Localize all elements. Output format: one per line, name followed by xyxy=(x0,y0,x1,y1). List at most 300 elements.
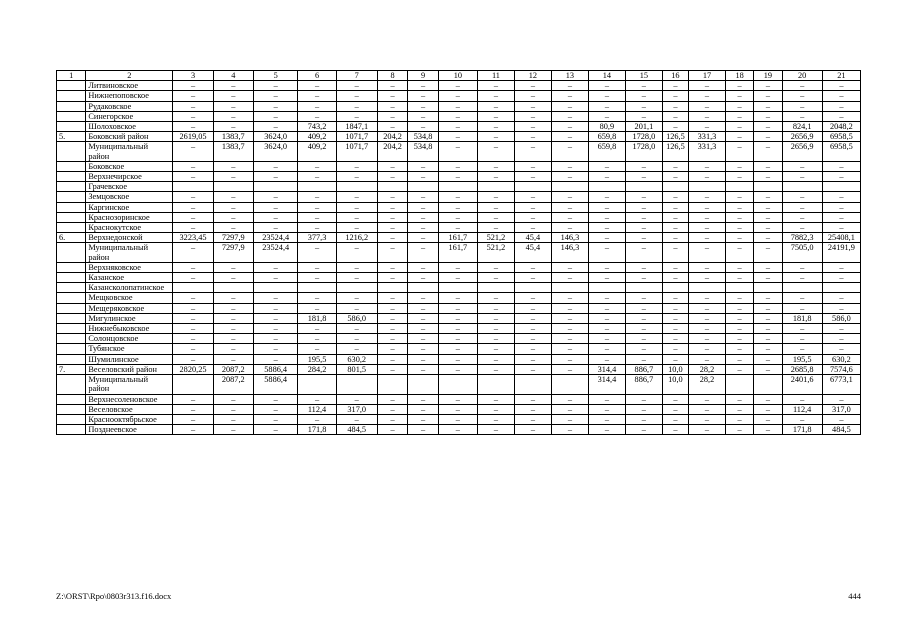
table-row xyxy=(57,111,861,121)
value-cell: – xyxy=(822,161,860,171)
value-cell: – xyxy=(514,111,551,121)
value-cell: – xyxy=(298,223,336,233)
value-cell: – xyxy=(514,91,551,101)
value-cell: – xyxy=(588,172,625,182)
row-index-cell xyxy=(57,81,86,91)
value-cell: – xyxy=(588,243,625,262)
value-cell: – xyxy=(438,344,477,354)
value-cell: – xyxy=(438,334,477,344)
value-cell: – xyxy=(408,303,438,313)
row-index-cell xyxy=(57,223,86,233)
value-cell xyxy=(514,182,551,192)
value-cell: – xyxy=(438,91,477,101)
value-cell: – xyxy=(725,334,753,344)
table-row xyxy=(57,404,861,414)
value-cell: – xyxy=(477,192,514,202)
value-cell: – xyxy=(662,172,688,182)
value-cell: – xyxy=(408,192,438,202)
value-cell: – xyxy=(822,111,860,121)
value-cell: – xyxy=(514,202,551,212)
value-cell: – xyxy=(725,202,753,212)
value-cell: – xyxy=(514,303,551,313)
row-index-cell xyxy=(57,273,86,283)
table-row xyxy=(57,293,861,303)
value-cell: – xyxy=(477,91,514,101)
column-number: 2 xyxy=(86,71,173,81)
table-row xyxy=(57,324,861,334)
value-cell: – xyxy=(377,243,407,262)
value-cell: – xyxy=(477,161,514,171)
value-cell: 886,7 xyxy=(625,364,662,374)
value-cell: – xyxy=(408,354,438,364)
value-cell xyxy=(625,283,662,293)
value-cell: 146,3 xyxy=(551,243,588,262)
value-cell: – xyxy=(477,212,514,222)
value-cell: – xyxy=(688,354,725,364)
column-number: 11 xyxy=(477,71,514,81)
value-cell: – xyxy=(408,202,438,212)
column-number: 8 xyxy=(377,71,407,81)
row-index-cell xyxy=(57,313,86,323)
value-cell: – xyxy=(477,122,514,132)
value-cell: – xyxy=(377,223,407,233)
value-cell: – xyxy=(438,202,477,212)
value-cell: – xyxy=(336,273,377,283)
value-cell: – xyxy=(662,334,688,344)
row-index-cell xyxy=(57,212,86,222)
column-number: 21 xyxy=(822,71,860,81)
value-cell: – xyxy=(625,425,662,435)
value-cell: – xyxy=(514,122,551,132)
value-cell: – xyxy=(173,313,213,323)
value-cell: – xyxy=(173,324,213,334)
value-cell: – xyxy=(725,111,753,121)
value-cell: – xyxy=(514,414,551,424)
value-cell: 331,3 xyxy=(688,132,725,142)
value-cell: – xyxy=(625,81,662,91)
value-cell: – xyxy=(173,81,213,91)
value-cell: – xyxy=(438,364,477,374)
value-cell: – xyxy=(253,334,298,344)
value-cell: 801,5 xyxy=(336,364,377,374)
value-cell: – xyxy=(551,303,588,313)
table-row xyxy=(57,344,861,354)
value-cell: 7882,3 xyxy=(782,233,822,243)
value-cell: – xyxy=(477,404,514,414)
value-cell: 7297,9 xyxy=(213,243,253,262)
value-cell: – xyxy=(213,414,253,424)
value-cell: – xyxy=(253,122,298,132)
value-cell: – xyxy=(625,202,662,212)
value-cell: – xyxy=(725,161,753,171)
value-cell: 2087,2 xyxy=(213,364,253,374)
value-cell: – xyxy=(213,334,253,344)
row-index-cell xyxy=(57,344,86,354)
value-cell: – xyxy=(408,273,438,283)
table-row xyxy=(57,142,861,161)
value-cell: 195,5 xyxy=(298,354,336,364)
value-cell: – xyxy=(514,223,551,233)
value-cell: 2820,25 xyxy=(173,364,213,374)
value-cell: 2685,8 xyxy=(782,364,822,374)
value-cell xyxy=(173,375,213,394)
value-cell: – xyxy=(822,293,860,303)
value-cell xyxy=(551,375,588,394)
value-cell: – xyxy=(754,161,782,171)
value-cell: – xyxy=(173,91,213,101)
value-cell: – xyxy=(551,344,588,354)
table-row xyxy=(57,161,861,171)
value-cell: – xyxy=(822,172,860,182)
value-cell: – xyxy=(336,334,377,344)
table-row xyxy=(57,313,861,323)
table-row xyxy=(57,283,861,293)
value-cell: – xyxy=(782,262,822,272)
value-cell: – xyxy=(336,161,377,171)
value-cell: – xyxy=(822,223,860,233)
footer-file-path: Z:\ORST\Rpo\0803r313.f16.docx xyxy=(56,591,172,601)
value-cell: – xyxy=(551,111,588,121)
value-cell: – xyxy=(377,414,407,424)
value-cell: – xyxy=(662,303,688,313)
table-row xyxy=(57,262,861,272)
table-row xyxy=(57,364,861,374)
value-cell: – xyxy=(173,344,213,354)
value-cell: – xyxy=(336,81,377,91)
value-cell: 10,0 xyxy=(662,364,688,374)
row-index-cell: 5. xyxy=(57,132,86,142)
row-index-cell xyxy=(57,262,86,272)
value-cell: – xyxy=(213,172,253,182)
value-cell: – xyxy=(625,243,662,262)
value-cell: – xyxy=(725,172,753,182)
value-cell: 112,4 xyxy=(298,404,336,414)
value-cell: – xyxy=(662,262,688,272)
value-cell xyxy=(377,182,407,192)
value-cell: – xyxy=(662,324,688,334)
value-cell: – xyxy=(477,142,514,161)
value-cell: – xyxy=(298,334,336,344)
value-cell: – xyxy=(662,414,688,424)
value-cell: – xyxy=(408,243,438,262)
value-cell: – xyxy=(514,192,551,202)
value-cell xyxy=(298,283,336,293)
value-cell: – xyxy=(551,364,588,374)
value-cell: 314,4 xyxy=(588,375,625,394)
value-cell: – xyxy=(754,192,782,202)
value-cell: – xyxy=(662,354,688,364)
value-cell: – xyxy=(725,273,753,283)
value-cell: 331,3 xyxy=(688,142,725,161)
value-cell xyxy=(408,375,438,394)
value-cell: – xyxy=(688,293,725,303)
value-cell: 6958,5 xyxy=(822,132,860,142)
value-cell: – xyxy=(754,91,782,101)
value-cell: – xyxy=(588,91,625,101)
value-cell: – xyxy=(688,122,725,132)
value-cell: – xyxy=(477,293,514,303)
row-index-cell xyxy=(57,161,86,171)
value-cell: 181,8 xyxy=(782,313,822,323)
column-number: 17 xyxy=(688,71,725,81)
value-cell: – xyxy=(213,223,253,233)
settlement-name-cell: Мещеряковское xyxy=(86,303,173,313)
value-cell: 7505,0 xyxy=(782,243,822,262)
value-cell: – xyxy=(662,293,688,303)
value-cell: – xyxy=(688,111,725,121)
value-cell: – xyxy=(822,202,860,212)
value-cell: – xyxy=(173,161,213,171)
value-cell: – xyxy=(477,172,514,182)
value-cell: – xyxy=(625,293,662,303)
value-cell: – xyxy=(377,324,407,334)
column-number: 19 xyxy=(754,71,782,81)
value-cell: – xyxy=(213,192,253,202)
value-cell: – xyxy=(336,172,377,182)
settlement-name-cell: Рудаковское xyxy=(86,101,173,111)
value-cell: 80,9 xyxy=(588,122,625,132)
value-cell: – xyxy=(822,212,860,222)
value-cell: – xyxy=(438,394,477,404)
value-cell: – xyxy=(438,142,477,161)
value-cell xyxy=(377,375,407,394)
value-cell: 181,8 xyxy=(298,313,336,323)
value-cell: 7574,6 xyxy=(822,364,860,374)
settlement-name-cell: Синегорское xyxy=(86,111,173,121)
value-cell: – xyxy=(377,425,407,435)
value-cell: – xyxy=(173,293,213,303)
value-cell: – xyxy=(438,132,477,142)
value-cell: – xyxy=(477,132,514,142)
value-cell: – xyxy=(336,243,377,262)
value-cell: – xyxy=(173,273,213,283)
value-cell: – xyxy=(551,212,588,222)
value-cell: – xyxy=(725,101,753,111)
value-cell: 146,3 xyxy=(551,233,588,243)
value-cell: – xyxy=(662,212,688,222)
value-cell: – xyxy=(377,394,407,404)
value-cell: – xyxy=(377,354,407,364)
value-cell: 2619,05 xyxy=(173,132,213,142)
value-cell: – xyxy=(438,324,477,334)
value-cell: 10,0 xyxy=(662,375,688,394)
value-cell: – xyxy=(253,394,298,404)
value-cell: 659,8 xyxy=(588,132,625,142)
value-cell: 317,0 xyxy=(336,404,377,414)
value-cell: – xyxy=(408,334,438,344)
value-cell: – xyxy=(588,202,625,212)
value-cell: – xyxy=(213,273,253,283)
value-cell: – xyxy=(725,81,753,91)
value-cell: – xyxy=(754,293,782,303)
row-index-cell: 6. xyxy=(57,233,86,243)
value-cell xyxy=(213,283,253,293)
value-cell: – xyxy=(754,334,782,344)
settlement-name-cell: Земцовское xyxy=(86,192,173,202)
value-cell: – xyxy=(625,273,662,283)
value-cell: – xyxy=(551,101,588,111)
value-cell: – xyxy=(408,101,438,111)
value-cell: – xyxy=(782,334,822,344)
value-cell: – xyxy=(688,262,725,272)
table-row xyxy=(57,394,861,404)
value-cell: – xyxy=(754,223,782,233)
value-cell: – xyxy=(253,81,298,91)
value-cell: – xyxy=(588,313,625,323)
value-cell: – xyxy=(625,313,662,323)
value-cell: – xyxy=(438,414,477,424)
value-cell xyxy=(551,283,588,293)
value-cell: – xyxy=(377,233,407,243)
value-cell: – xyxy=(688,81,725,91)
value-cell: – xyxy=(438,192,477,202)
value-cell: – xyxy=(514,142,551,161)
value-cell: – xyxy=(477,101,514,111)
value-cell: – xyxy=(782,344,822,354)
value-cell: – xyxy=(725,344,753,354)
value-cell: – xyxy=(336,262,377,272)
value-cell: – xyxy=(662,161,688,171)
data-table xyxy=(56,70,861,435)
value-cell: – xyxy=(253,91,298,101)
column-number: 3 xyxy=(173,71,213,81)
row-index-cell xyxy=(57,172,86,182)
value-cell: – xyxy=(253,223,298,233)
value-cell: – xyxy=(213,122,253,132)
value-cell: – xyxy=(688,91,725,101)
value-cell: – xyxy=(173,101,213,111)
table-row xyxy=(57,122,861,132)
value-cell: – xyxy=(438,273,477,283)
value-cell: – xyxy=(213,354,253,364)
value-cell: – xyxy=(298,172,336,182)
value-cell: – xyxy=(662,243,688,262)
value-cell: – xyxy=(625,223,662,233)
value-cell: – xyxy=(588,303,625,313)
table-row xyxy=(57,132,861,142)
settlement-name-cell: Муниципальный район xyxy=(86,375,173,394)
value-cell: – xyxy=(336,303,377,313)
value-cell: 3624,0 xyxy=(253,132,298,142)
value-cell: – xyxy=(588,262,625,272)
value-cell: – xyxy=(477,81,514,91)
value-cell: 126,5 xyxy=(662,142,688,161)
value-cell: – xyxy=(551,394,588,404)
settlement-name-cell: Боковский район xyxy=(86,132,173,142)
table-row xyxy=(57,233,861,243)
value-cell: – xyxy=(754,303,782,313)
value-cell xyxy=(253,182,298,192)
value-cell: – xyxy=(688,303,725,313)
value-cell: – xyxy=(408,394,438,404)
value-cell: – xyxy=(754,132,782,142)
value-cell: – xyxy=(662,111,688,121)
value-cell: – xyxy=(438,354,477,364)
value-cell: – xyxy=(662,81,688,91)
table-row xyxy=(57,243,861,262)
value-cell: – xyxy=(477,303,514,313)
row-index-cell xyxy=(57,142,86,161)
value-cell xyxy=(662,182,688,192)
value-cell: – xyxy=(298,243,336,262)
value-cell xyxy=(588,182,625,192)
value-cell: – xyxy=(688,404,725,414)
value-cell xyxy=(438,375,477,394)
value-cell: 317,0 xyxy=(822,404,860,414)
value-cell: – xyxy=(782,223,822,233)
value-cell: – xyxy=(336,293,377,303)
table-row xyxy=(57,354,861,364)
value-cell: – xyxy=(782,101,822,111)
value-cell xyxy=(754,182,782,192)
table-row xyxy=(57,375,861,394)
value-cell: 521,2 xyxy=(477,243,514,262)
value-cell xyxy=(822,182,860,192)
value-cell: – xyxy=(662,273,688,283)
value-cell: – xyxy=(298,101,336,111)
value-cell: – xyxy=(514,273,551,283)
value-cell: – xyxy=(438,303,477,313)
value-cell: – xyxy=(754,273,782,283)
value-cell xyxy=(754,375,782,394)
value-cell: – xyxy=(725,394,753,404)
value-cell: – xyxy=(782,161,822,171)
row-index-cell xyxy=(57,375,86,394)
value-cell: – xyxy=(551,172,588,182)
table-row xyxy=(57,91,861,101)
value-cell: – xyxy=(588,344,625,354)
value-cell xyxy=(477,182,514,192)
value-cell: – xyxy=(551,161,588,171)
settlement-name-cell: Муниципальный район xyxy=(86,142,173,161)
settlement-name-cell: Веселовское xyxy=(86,404,173,414)
value-cell: – xyxy=(438,404,477,414)
value-cell: 3223,45 xyxy=(173,233,213,243)
value-cell: – xyxy=(625,91,662,101)
value-cell: – xyxy=(213,111,253,121)
value-cell: – xyxy=(253,161,298,171)
settlement-name-cell: Верхнечирское xyxy=(86,172,173,182)
value-cell: 1216,2 xyxy=(336,233,377,243)
value-cell: – xyxy=(625,233,662,243)
value-cell xyxy=(551,182,588,192)
value-cell: – xyxy=(625,394,662,404)
value-cell: – xyxy=(514,344,551,354)
value-cell xyxy=(688,283,725,293)
value-cell: – xyxy=(336,414,377,424)
value-cell: – xyxy=(253,404,298,414)
value-cell: – xyxy=(514,404,551,414)
value-cell: – xyxy=(253,192,298,202)
value-cell: – xyxy=(253,303,298,313)
value-cell: 25408,1 xyxy=(822,233,860,243)
value-cell: 630,2 xyxy=(336,354,377,364)
value-cell: – xyxy=(298,293,336,303)
value-cell xyxy=(173,182,213,192)
value-cell: – xyxy=(782,172,822,182)
value-cell: – xyxy=(754,414,782,424)
settlement-name-cell: Мигулинское xyxy=(86,313,173,323)
value-cell: – xyxy=(477,354,514,364)
value-cell: – xyxy=(408,404,438,414)
value-cell: – xyxy=(298,161,336,171)
value-cell: – xyxy=(688,394,725,404)
value-cell xyxy=(725,182,753,192)
value-cell: – xyxy=(298,81,336,91)
value-cell: – xyxy=(625,344,662,354)
value-cell: – xyxy=(514,394,551,404)
value-cell: 1847,1 xyxy=(336,122,377,132)
